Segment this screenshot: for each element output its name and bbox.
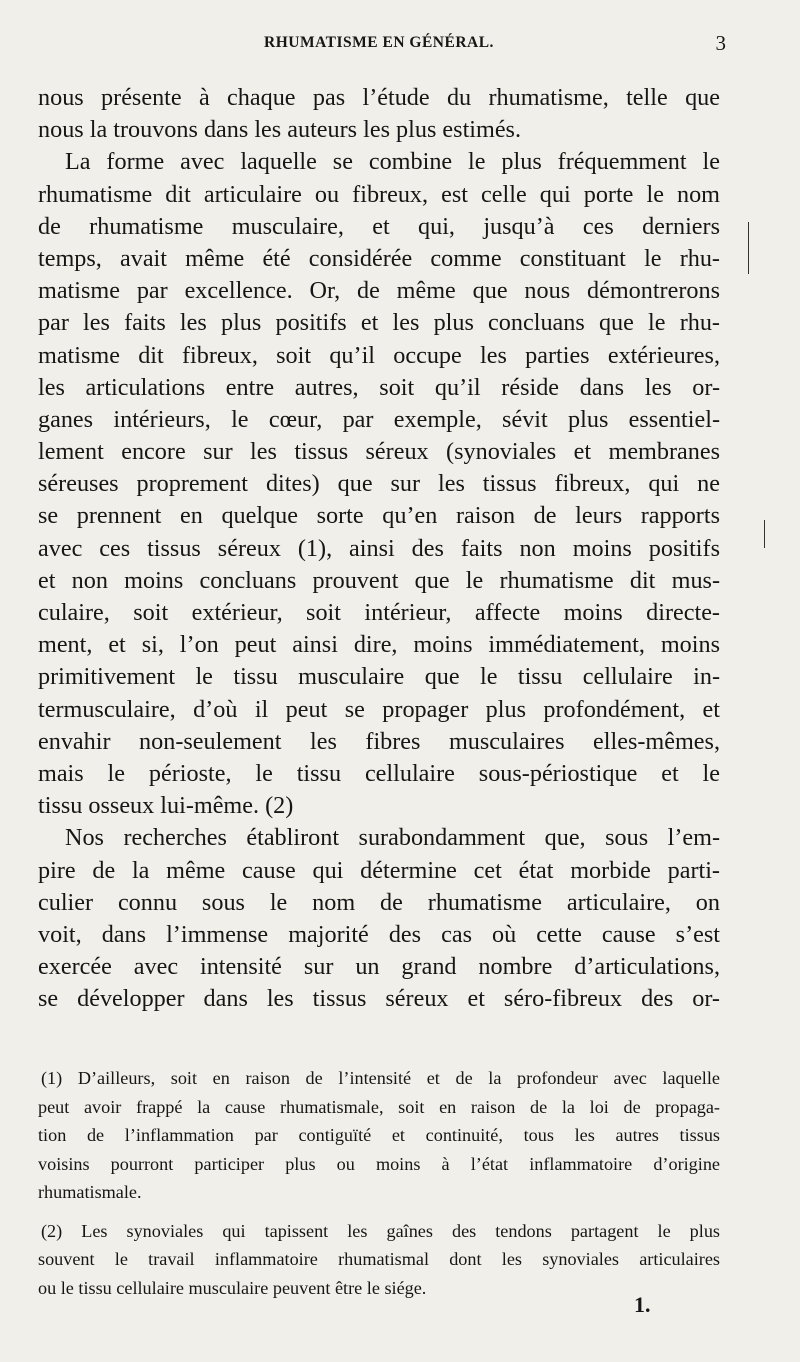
text-line: primitivement le tissu musculaire que le tissu cellulaire in- xyxy=(38,663,720,691)
footnote-line: tion de l’inflammation par contiguïté et continuité, tous les autres tissus xyxy=(38,1125,720,1145)
text-line: se développer dans les tissus séreux et séro-fibreux des or- xyxy=(38,985,720,1013)
text-line: exercée avec intensité sur un grand nombre d’articulations, xyxy=(38,953,720,981)
text-line: lement encore sur les tissus séreux (synoviales et membranes xyxy=(38,438,720,466)
page-header xyxy=(38,31,726,60)
text-line: par les faits les plus positifs et les plus concluans que le rhu- xyxy=(38,309,720,337)
page-number: 3 xyxy=(715,31,726,55)
footnote-line: (1) D’ailleurs, soit en raison de l’intensité et de la profondeur avec laquelle xyxy=(41,1068,720,1088)
text-line: se prennent en quelque sorte qu’en raison de leurs rapports xyxy=(38,502,720,530)
text-line: envahir non-seulement les fibres musculaires elles-mêmes, xyxy=(38,727,720,755)
footnote-line: peut avoir frappé la cause rhumatismale, soit en raison de la loi de propaga- xyxy=(38,1096,720,1117)
text-line: les articulations entre autres, soit qu’il réside dans les or- xyxy=(38,373,720,401)
text-line: ganes intérieurs, le cœur, par exemple, sévit plus essentiel- xyxy=(38,405,720,433)
text-line: tissu osseux lui-même. (2) xyxy=(38,792,294,820)
text-line: pire de la même cause qui détermine cet état morbide parti- xyxy=(38,856,720,884)
footnotes xyxy=(38,1064,720,1302)
text-line: culier connu sous le nom de rhumatisme articulaire, on xyxy=(38,888,720,916)
text-line: avec ces tissus séreux (1), ainsi des faits non moins positifs xyxy=(38,534,720,562)
text-line: rhumatisme dit articulaire ou fibreux, est celle qui porte le nom xyxy=(38,180,720,208)
text-line: nous la trouvons dans les auteurs les plus estimés. xyxy=(38,116,522,144)
footnote-line: souvent le travail inflammatoire rhumatismal dont les synoviales articulaires xyxy=(38,1249,720,1269)
text-line: ment, et si, l’on peut ainsi dire, moins immédiatement, moins xyxy=(38,631,720,659)
footnote-line: voisins pourront participer plus ou moins à l’état inflammatoire d’origine xyxy=(38,1153,720,1174)
text-line: temps, avait même été considérée comme constituant le rhu- xyxy=(38,244,720,272)
text-line: termusculaire, d’où il peut se propager plus profondément, et xyxy=(38,695,720,723)
footnote-gap xyxy=(38,1207,720,1217)
text-line: séreuses proprement dites) que sur les tissus fibreux, qui ne xyxy=(38,470,720,498)
body-text xyxy=(38,82,720,1015)
text-line: culaire, soit extérieur, soit intérieur, affecte moins directe- xyxy=(38,599,720,626)
text-line: et non moins concluans prouvent que le rhumatisme dit mus- xyxy=(38,566,720,594)
text-line: voit, dans l’immense majorité des cas où cette cause s’est xyxy=(38,920,720,948)
text-line: Nos recherches établiront surabondamment que, sous l’em- xyxy=(65,824,720,852)
text-line: nous présente à chaque pas l’étude du rhumatisme, telle que xyxy=(38,84,720,111)
text-line: de rhumatisme musculaire, et qui, jusqu’à ces derniers xyxy=(38,212,720,240)
margin-mark xyxy=(764,520,765,548)
footnote-line: rhumatismale. xyxy=(38,1182,142,1202)
text-line: La forme avec laquelle se combine le plus fréquemment le xyxy=(65,148,720,176)
footnote-line: (2) Les synoviales qui tapissent les gaînes des tendons partagent le plus xyxy=(41,1220,720,1241)
footnote-line: ou le tissu cellulaire musculaire peuvent être le siége. xyxy=(38,1277,427,1298)
signature-mark: 1. xyxy=(634,1292,651,1317)
text-line: matisme par excellence. Or, de même que nous démontrerons xyxy=(38,277,720,305)
text-line: mais le périoste, le tissu cellulaire sous-périostique et le xyxy=(38,759,720,787)
text-line: matisme dit fibreux, soit qu’il occupe les parties extérieures, xyxy=(38,341,720,369)
margin-mark xyxy=(748,222,749,274)
running-title: RHUMATISME EN GÉNÉRAL. xyxy=(264,34,494,51)
